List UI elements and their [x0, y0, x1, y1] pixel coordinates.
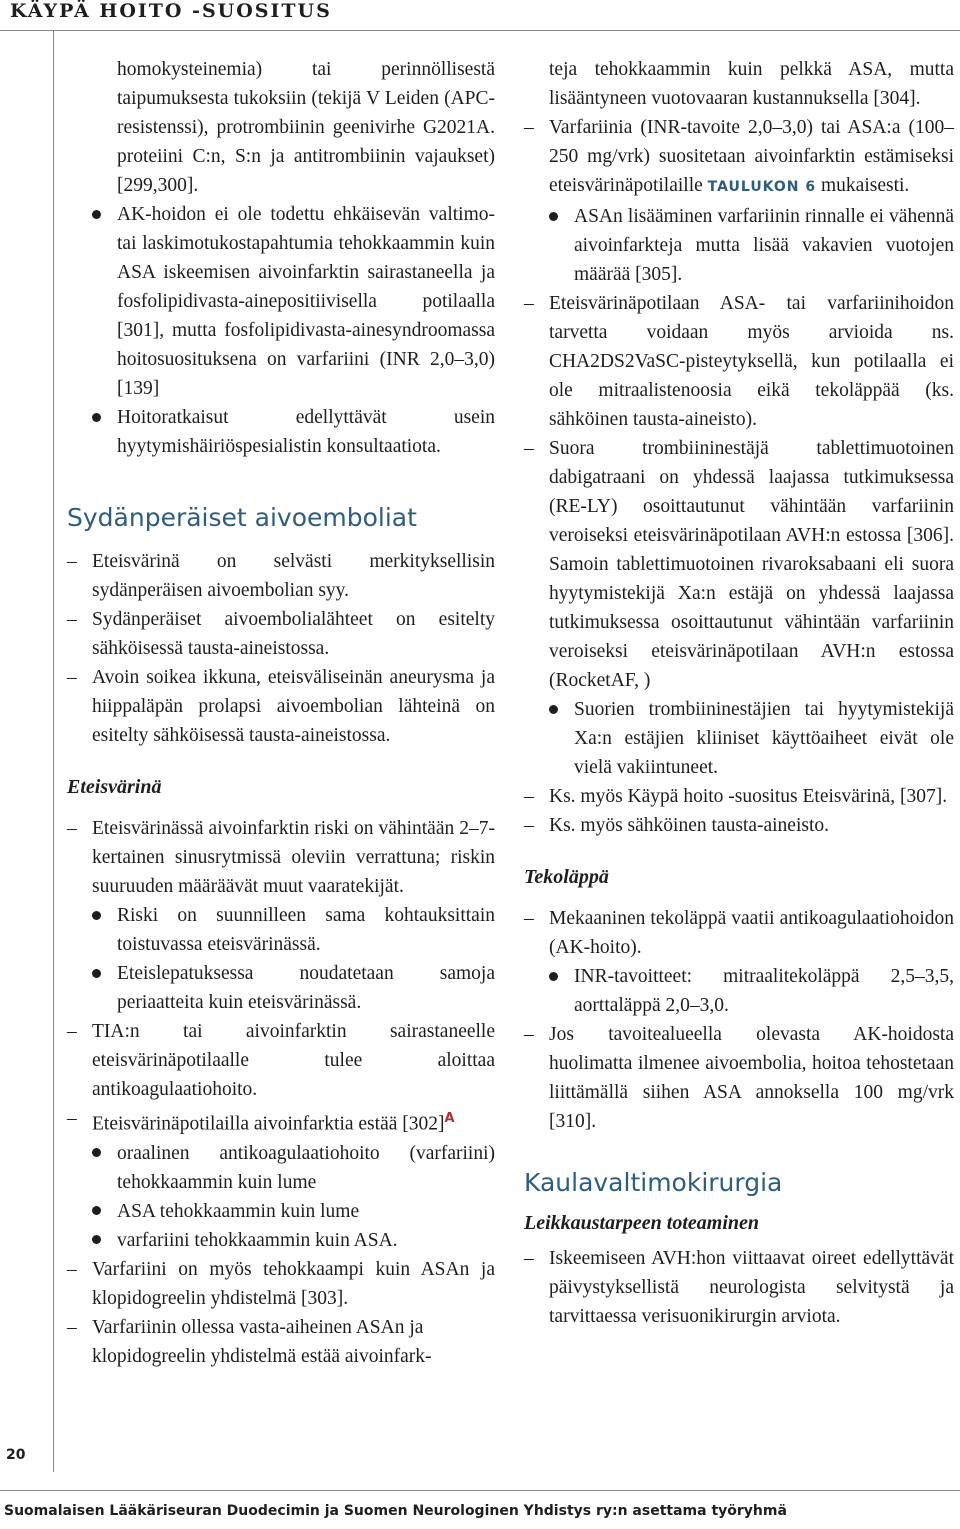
dash-text: Avoin soikea ikkuna, eteisväliseinän aneurysma ja hiippaläpän prolapsi aivoembolian lähteinä on esitelty sähköisessä tausta-aineistossa. — [92, 667, 495, 746]
dash-text: Ks. myös sähköinen tausta-aineisto. — [549, 815, 829, 836]
bullet-icon — [549, 962, 567, 991]
continued-paragraph: teja tehokkaammin kuin pelkkä ASA, mutta lisääntyneen vuotovaaran kustannuksella [304]. — [549, 59, 954, 109]
dash-text: Eteisvärinäpotilaan ASA- tai varfariinihoidon tarvetta voidaan myös arvioida ns. CHA2DS2VaSC-pisteytyksellä, kun potilaalla ei ole mitraalistenoosia eikä tekoläppää (ks. sähköinen tausta-aineisto). — [549, 293, 954, 430]
dash-item — [67, 547, 495, 605]
dash-text: Suora trombiininestäjä tablettimuotoinen dabigatraani on yhdessä laajassa tutkimuksessa (RE-LY) osoittautunut vähintään varfariinin veroiseksi eteisvärinäpotilaan AVH:n estossa [306]. Samoin tablettimuotoinen rivaroksabaani eli suora hyytymistekijä Xa:n estäjä on yhdessä laajassa tutkimuksessa osoittautunut vähintään varfariinin veroiseksi eteisvärinäpotilaan AVH:n estossa (RocketAF, ) — [549, 438, 954, 691]
dash-item — [67, 1255, 495, 1313]
bullet-icon — [92, 959, 110, 988]
bullet-item — [524, 695, 954, 782]
bullet-text: AK-hoidon ei ole todettu ehkäisevän valtimo- tai laskimotukostapahtumia tehokkaammin kuin ASA iskeemisen aivoinfarktin sairastaneella ja fosfolipidivasta-ainepositiivisella potilaalla [301], mutta fosfolipidivasta-ainesyndroomassa hoitosuosituksena on varfariini (INR 2,0–3,0) [139] — [117, 204, 495, 399]
running-head: KÄYPÄ HOITO -SUOSITUS — [10, 0, 332, 22]
subheading-af: Eteisvärinä — [67, 776, 162, 798]
bullet-text: Riski on suunnilleen sama kohtauksittain toistuvassa eteisvärinässä. — [117, 905, 495, 955]
dash-marker: – — [67, 1258, 77, 1280]
dash-marker: – — [524, 293, 534, 314]
dash-item — [524, 811, 954, 840]
dash-item — [67, 1017, 495, 1104]
dash-marker: – — [67, 1108, 77, 1129]
continued-paragraph: homokysteinemia) tai perinnöllisestä taipumuksesta tukoksiin (tekijä V Leiden (APC-resistenssi), protrombiinin geenivirhe G2021A. proteiini C:n, S:n ja antitrombiinin vajaukset) [299,300]. — [117, 59, 495, 196]
dash-text: Varfariinin ollessa vasta-aiheinen ASAn ja klopidogreelin yhdistelmä estää aivoinfark- — [92, 1316, 432, 1367]
dash-marker: – — [524, 1248, 534, 1269]
dash-text: Iskeemiseen AVH:hon viittaavat oireet edellyttävät päivystyksellistä neurologista selvitystä ja tarvittaessa verisuonikirurgin arviota. — [549, 1248, 954, 1327]
page-number: 20 — [6, 1447, 26, 1463]
dash-text: Varfariinia (INR-tavoite 2,0–3,0) tai ASA:a (100–250 mg/vrk) suositetaan aivoinfarktin estämiseksi eteisvärinäpotilaille — [549, 117, 954, 196]
bullet-item — [67, 901, 495, 959]
right-column — [524, 55, 954, 1331]
dash-text: TIA:n tai aivoinfarktin sairastaneelle eteisvärinäpotilaalle tulee aloittaa antikoagulaatiohoito. — [92, 1021, 495, 1100]
bullet-text: INR-tavoitteet: mitraalitekoläppä 2,5–3,5, aorttaläppä 2,0–3,0. — [574, 966, 954, 1016]
dash-item — [524, 1244, 954, 1331]
dash-marker: – — [524, 438, 534, 459]
bullet-icon — [92, 1139, 110, 1168]
bullet-text: ASAn lisääminen varfariinin rinnalle ei vähennä aivoinfarkteja mutta lisää vakavien vuotojen määrää [305]. — [574, 206, 954, 285]
bullet-text: Eteislepatuksessa noudatetaan samoja periaatteita kuin eteisvärinässä. — [117, 963, 495, 1013]
dash-marker: – — [524, 815, 534, 836]
dash-marker: – — [524, 908, 534, 929]
subheading-valve: Tekoläppä — [524, 866, 609, 888]
section-heading-carotid: Kaulavaltimokirurgia — [524, 1168, 783, 1197]
table-reference-link[interactable]: TAULUKON 6 — [707, 179, 817, 195]
bullet-text: varfariini tehokkaammin kuin ASA. — [117, 1229, 398, 1251]
bullet-item — [524, 202, 954, 289]
bullet-icon — [92, 200, 110, 229]
footer-rule — [0, 1490, 960, 1491]
dash-text: Sydänperäiset aivoembolialähteet on esitelty sähköisessä tausta-aineistossa. — [92, 609, 495, 659]
dash-item — [524, 113, 954, 202]
bullet-item — [67, 1139, 495, 1197]
bullet-icon — [92, 901, 110, 930]
dash-item — [524, 904, 954, 962]
evidence-level-badge: A — [444, 1111, 455, 1126]
dash-text-tail: mukaisesti. — [821, 175, 910, 196]
dash-item — [524, 1020, 954, 1136]
header-rule — [0, 30, 960, 31]
section-heading-cardioembolic: Sydänperäiset aivoemboliat — [67, 503, 417, 532]
dash-marker: – — [67, 551, 77, 572]
dash-item — [67, 605, 495, 663]
dash-item — [67, 814, 495, 901]
left-column — [67, 55, 495, 1371]
dash-text: Eteisvärinäpotilailla aivoinfarktia estää [302] — [92, 1113, 445, 1135]
bullet-item — [67, 1226, 495, 1255]
bullet-icon — [92, 1197, 110, 1226]
dash-marker: – — [67, 1021, 77, 1042]
dash-item — [67, 1313, 495, 1371]
dash-item — [67, 1104, 495, 1139]
dash-item — [67, 663, 495, 750]
bullet-icon — [549, 202, 567, 231]
bullet-text: Suorien trombiininestäjien tai hyytymistekijä Xa:n estäjien kliiniset käyttöaiheet eivät ole vielä vakiintuneet. — [574, 699, 954, 778]
bullet-text: ASA tehokkaammin kuin lume — [117, 1200, 360, 1222]
bullet-icon — [92, 403, 110, 432]
dash-marker: – — [67, 818, 77, 839]
bullet-item — [67, 200, 495, 403]
margin-rule — [53, 31, 54, 1472]
footer-credit: Suomalaisen Lääkäriseuran Duodecimin ja Suomen Neurologinen Yhdistys ry:n asettama työryhmä — [4, 1503, 787, 1519]
bullet-item — [67, 959, 495, 1017]
dash-marker: – — [524, 117, 534, 138]
dash-text: Jos tavoitealueella olevasta AK-hoidosta huolimatta ilmenee aivoembolia, hoitoa tehostetaan liittämällä siihen ASA annoksella 100 mg/vrk [310]. — [549, 1024, 954, 1132]
dash-item — [524, 782, 954, 811]
dash-text: Varfariini on myös tehokkaampi kuin ASAn ja klopidogreelin yhdistelmä [303]. — [92, 1258, 495, 1309]
bullet-item — [67, 403, 495, 461]
dash-text: Mekaaninen tekoläppä vaatii antikoagulaatiohoidon (AK-hoito). — [549, 908, 954, 958]
bullet-text: Hoitoratkaisut edellyttävät usein hyytymishäiriöspesialistin konsultaatiota. — [117, 407, 495, 457]
subheading-indication: Leikkaustarpeen toteaminen — [524, 1212, 759, 1234]
dash-marker: – — [524, 786, 534, 807]
dash-marker: – — [67, 1316, 77, 1338]
dash-text: Eteisvärinässä aivoinfarktin riski on vähintään 2–7-kertainen sinusrytmissä oleviin verrattuna; riskin suuruuden määräävät muut vaaratekijät. — [92, 818, 495, 897]
dash-marker: – — [67, 667, 77, 688]
dash-marker: – — [67, 609, 77, 630]
dash-marker: – — [524, 1024, 534, 1045]
bullet-icon — [549, 695, 567, 724]
bullet-item — [524, 962, 954, 1020]
dash-text: Ks. myös Käypä hoito -suositus Eteisvärinä, [307]. — [549, 786, 948, 807]
dash-text: Eteisvärinä on selvästi merkityksellisin sydänperäisen aivoembolian syy. — [92, 551, 495, 601]
dash-item — [524, 289, 954, 434]
dash-item — [524, 434, 954, 695]
bullet-item — [67, 1197, 495, 1226]
bullet-icon — [92, 1226, 110, 1255]
bullet-text: oraalinen antikoagulaatiohoito (varfariini) tehokkaammin kuin lume — [117, 1142, 495, 1193]
